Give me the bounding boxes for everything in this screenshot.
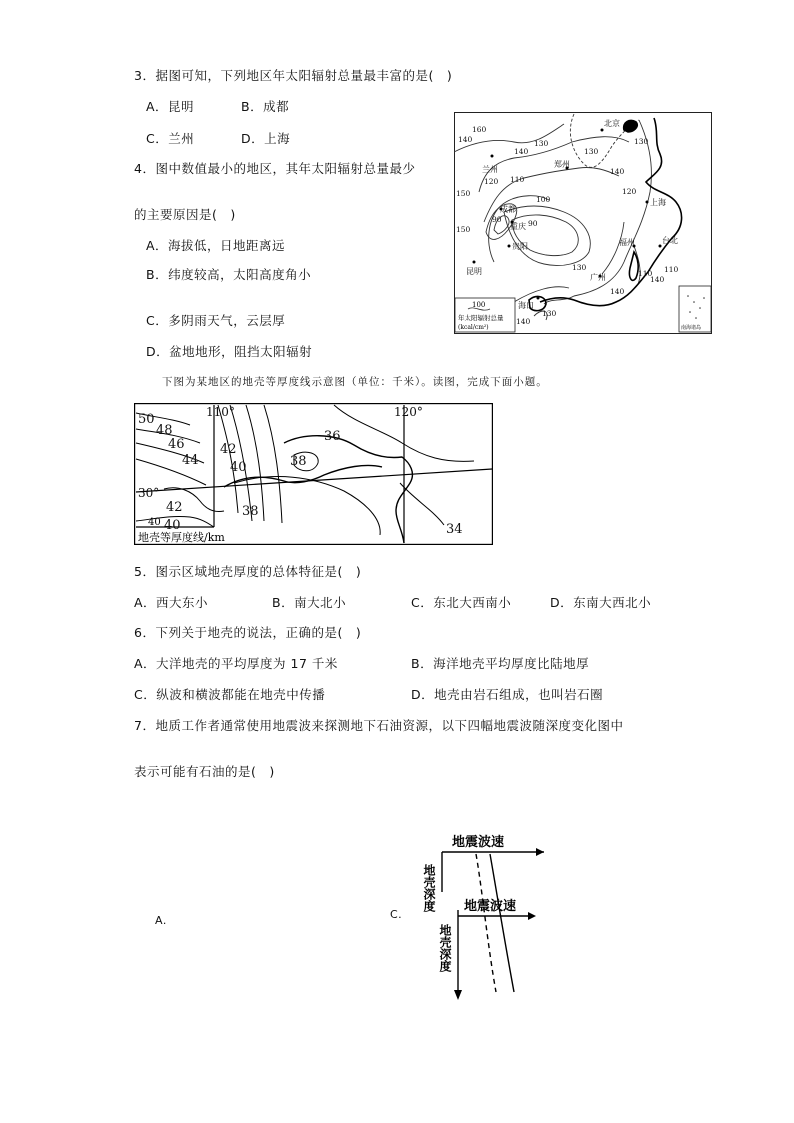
- q5-option-a: A．西大东小: [134, 595, 209, 610]
- map1-city-chongqing: 重庆: [510, 222, 526, 231]
- q7-stem-line2: 表示可能有石油的是( ): [134, 764, 275, 779]
- q6-stem: 6．下列关于地壳的说法，正确的是( ): [134, 625, 362, 640]
- map1-isoline-label: 130: [534, 139, 549, 148]
- map1-city-zhengzhou: 郑州: [554, 160, 570, 169]
- map2-lon-label-110: 110°: [206, 405, 235, 419]
- q7-stem-line1: 7．地质工作者通常使用地震波来探测地下石油资源，以下四幅地震波随深度变化图中: [134, 718, 624, 733]
- map2-isoline-label: 34: [446, 522, 463, 537]
- map2-lat-label-30: 30°: [138, 486, 160, 500]
- map1-isoline-label: 120: [484, 177, 499, 186]
- map1-city-chengdu: 成都: [500, 205, 516, 214]
- map1-isoline-label: 140: [458, 135, 473, 144]
- map1-isoline-label: 140: [610, 287, 625, 296]
- map1-city-guiyang: 贵阳: [512, 242, 528, 251]
- map2-lon-label-120: 120°: [394, 405, 423, 419]
- q3-option-d: D．上海: [241, 131, 291, 146]
- map2-isoline-label: 42: [166, 500, 183, 515]
- q7-option-c-label: C.: [390, 908, 403, 921]
- q6-option-c: C．纵波和横波都能在地壳中传播: [134, 687, 326, 702]
- q3-option-b: B．成都: [241, 99, 290, 114]
- fig-bottom-depth-axis-label: 地壳深度: [438, 924, 452, 972]
- map1-isoline-label: 130: [634, 137, 649, 146]
- map1-isoline-label: 160: [472, 125, 487, 134]
- q6-option-d: D．地壳由岩石组成，也叫岩石圈: [411, 687, 604, 702]
- map1-isoline-label: 150: [456, 225, 471, 234]
- map1-isoline-label: 100: [536, 195, 551, 204]
- map1-isoline-label: 130: [542, 309, 557, 318]
- q5-option-d: D．东南大西北小: [550, 595, 652, 610]
- map1-isoline-label: 90: [492, 215, 502, 224]
- solar-radiation-map: [454, 112, 712, 334]
- fig-top-depth-axis-label: 地壳深度: [422, 864, 436, 912]
- map2-isoline-label: 46: [168, 437, 185, 452]
- q4-option-a: A．海拔低，日地距离远: [146, 238, 286, 253]
- q4-stem-line1: 4．图中数值最小的地区，其年太阳辐射总量最少: [134, 161, 416, 176]
- map1-city-shanghai: 上海: [650, 198, 666, 207]
- map1-city-guangzhou: 广州: [590, 273, 606, 282]
- q3-option-a: A．昆明: [146, 99, 195, 114]
- map1-city-kunming: 昆明: [466, 267, 482, 276]
- map1-isoline-label: 90: [528, 219, 538, 228]
- map2-isoline-label: 48: [156, 423, 173, 438]
- map1-isoline-label: 140: [610, 167, 625, 176]
- map1-isoline-label: 130: [572, 263, 587, 272]
- q4-option-b: B．纬度较高，太阳高度角小: [146, 267, 312, 282]
- map2-isoline-label: 40: [230, 460, 247, 475]
- map1-city-beijing: 北京: [604, 119, 620, 128]
- map2-isoline-label: 36: [324, 429, 341, 444]
- map1-legend-value: 100: [472, 301, 486, 309]
- map2-isoline-label: 38: [242, 504, 259, 519]
- map1-legend-unit: (kcal/cm²): [458, 324, 489, 331]
- map1-isoline-label: 120: [622, 187, 637, 196]
- map2-isoline-label: 38: [290, 454, 307, 469]
- map1-isoline-label: 110: [638, 269, 653, 278]
- map1-city-haikou: 海口: [518, 301, 534, 310]
- map1-isoline-label: 130: [584, 147, 599, 156]
- map1-isoline-label: 110: [664, 265, 679, 274]
- map2-isoline-label: 40: [164, 518, 181, 533]
- q5-stem: 5．图示区域地壳厚度的总体特征是( ): [134, 564, 362, 579]
- map2-isoline-label: 44: [182, 453, 199, 468]
- map2-isoline-label: 42: [220, 442, 237, 457]
- map1-city-taipei: 台北: [662, 236, 678, 245]
- q6-option-b: B．海洋地壳平均厚度比陆地厚: [411, 656, 590, 671]
- map1-legend-label: 年太阳辐射总量: [458, 314, 504, 322]
- q4-option-c: C．多阴雨天气，云层厚: [146, 313, 286, 328]
- fig-bottom-speed-axis-label: 地震波速: [464, 899, 517, 914]
- q3-stem: 3．据图可知，下列地区年太阳辐射总量最丰富的是( ): [134, 68, 453, 83]
- q6-option-a: A．大洋地壳的平均厚度为 17 千米: [134, 656, 338, 671]
- fig-top-speed-axis-label: 地震波速: [452, 835, 505, 850]
- map2-isoline-label: 50: [138, 412, 155, 427]
- map1-isoline-label: 140: [514, 147, 529, 156]
- map1-isoline-label: 150: [456, 189, 471, 198]
- map1-city-lanzhou: 兰州: [482, 165, 498, 174]
- q4-option-d: D．盆地地形，阻挡太阳辐射: [146, 344, 313, 359]
- seismic-wave-figure: [412, 828, 552, 1002]
- map2-legend-label: 地壳等厚度线/km: [138, 531, 225, 544]
- crust-thickness-map: [134, 403, 493, 545]
- map1-city-fuzhou: 福州: [619, 238, 635, 247]
- q5-option-b: B．南大北小: [272, 595, 347, 610]
- q3-option-c: C．兰州: [146, 131, 195, 146]
- section-intro: 下图为某地区的地壳等厚度线示意图（单位：千米）。读图，完成下面小题。: [162, 376, 548, 388]
- q7-option-a-label: A.: [155, 914, 167, 927]
- map1-inset-label: 南海诸岛: [681, 325, 702, 331]
- map2-legend-value: 40: [148, 517, 161, 528]
- map1-isoline-label: 140: [650, 275, 665, 284]
- map1-isoline-label: 140: [516, 317, 531, 326]
- q5-option-c: C．东北大西南小: [411, 595, 512, 610]
- q4-stem-line2: 的主要原因是( ): [134, 207, 236, 222]
- map1-isoline-label: 110: [510, 175, 525, 184]
